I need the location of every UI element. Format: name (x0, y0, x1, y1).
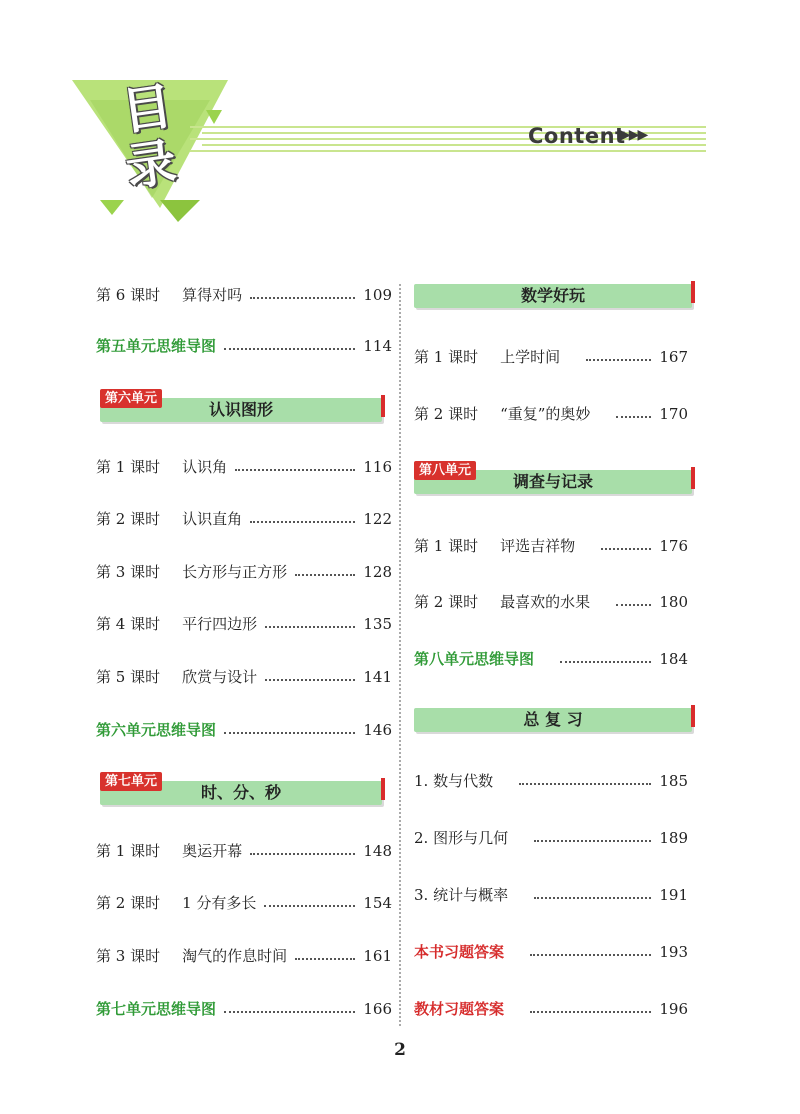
toc-entry[interactable] (96, 998, 392, 1020)
leader-dots (224, 1011, 355, 1013)
lesson-number: 第 2 课时 (414, 405, 479, 423)
page-number: 170 (659, 405, 688, 423)
entry-title: 认识直角 (182, 510, 243, 528)
toc-entry[interactable] (414, 346, 688, 368)
leader-dots (250, 853, 355, 855)
lesson-number: 第 3 课时 (96, 563, 161, 581)
toc-entry[interactable] (414, 648, 688, 670)
page-number: 166 (363, 1000, 392, 1018)
unit-tag: 第八单元 (414, 461, 476, 480)
entry-title: 评选吉祥物 (500, 537, 576, 555)
entry-title: 认识角 (182, 458, 228, 476)
small-triangle-left (100, 200, 124, 215)
leader-dots (265, 679, 355, 681)
lesson-number: 第 3 课时 (96, 947, 161, 965)
toc-entry[interactable] (414, 591, 688, 613)
page-number: 189 (659, 829, 688, 847)
section-title: 时、分、秒 (200, 783, 281, 802)
section-header-review (414, 708, 692, 732)
toc-entry[interactable] (414, 535, 688, 557)
toc-entry[interactable] (96, 561, 392, 583)
entry-title: 上学时间 (500, 348, 561, 366)
toc-entry[interactable] (414, 827, 688, 849)
entry-title: 教材习题答案 (414, 1000, 505, 1018)
page-number: 193 (659, 943, 688, 961)
page-number: 114 (363, 337, 392, 355)
entry-title: 奥运开幕 (182, 842, 243, 860)
page-number: 146 (363, 721, 392, 739)
page-number: 196 (659, 1000, 688, 1018)
leader-dots (265, 626, 355, 628)
leader-dots (295, 958, 355, 960)
toc-entry[interactable] (96, 456, 392, 478)
leader-dots (560, 661, 651, 663)
lesson-number: 第 2 课时 (414, 593, 479, 611)
toc-entry[interactable] (96, 719, 392, 741)
toc-entry[interactable] (96, 613, 392, 635)
leader-dots (534, 897, 651, 899)
lesson-number: 第 1 课时 (414, 537, 479, 555)
page-number: 109 (363, 286, 392, 304)
entry-title: 本书习题答案 (414, 943, 505, 961)
toc-entry[interactable] (96, 892, 392, 914)
leader-dots (601, 548, 651, 550)
arrow-icons: ▶▶▶ (620, 127, 647, 143)
section-header-math-fun (414, 284, 692, 308)
page-number: 122 (363, 510, 392, 528)
toc-entry[interactable] (414, 403, 688, 425)
leader-dots (250, 297, 355, 299)
leader-dots (616, 604, 651, 606)
entry-title: 最喜欢的水果 (500, 593, 591, 611)
page-number: 141 (363, 668, 392, 686)
leader-dots (519, 783, 651, 785)
lesson-number: 第 5 课时 (96, 668, 161, 686)
entry-title: “重复”的奥妙 (500, 405, 591, 423)
page-number: 148 (363, 842, 392, 860)
leader-dots (224, 348, 355, 350)
page-number: 180 (659, 593, 688, 611)
toc-entry[interactable] (96, 840, 392, 862)
leader-dots (534, 840, 651, 842)
section-title: 总 复 习 (523, 710, 583, 729)
lesson-number: 第 2 课时 (96, 510, 161, 528)
entry-title: 第七单元思维导图 (96, 1000, 217, 1018)
page-number: 161 (363, 947, 392, 965)
toc-entry[interactable] (96, 284, 392, 306)
unit-tag: 第七单元 (100, 772, 162, 791)
leader-dots (616, 416, 651, 418)
entry-title: 第六单元思维导图 (96, 721, 217, 739)
page-number: 176 (659, 537, 688, 555)
leader-dots (530, 1011, 651, 1013)
page-number: 154 (363, 894, 392, 912)
leader-dots (295, 574, 355, 576)
entry-title: 1. 数与代数 (414, 772, 494, 790)
page-number: 167 (659, 348, 688, 366)
column-divider (399, 284, 401, 1026)
lesson-number: 第 6 课时 (96, 286, 161, 304)
toc-entry[interactable] (96, 666, 392, 688)
toc-entry[interactable] (414, 941, 688, 963)
toc-entry[interactable] (414, 884, 688, 906)
toc-entry[interactable] (96, 508, 392, 530)
leader-dots (530, 954, 651, 956)
section-title: 调查与记录 (512, 472, 593, 491)
lesson-number: 第 1 课时 (414, 348, 479, 366)
title-char-2: 录 (122, 132, 180, 198)
page-number: 135 (363, 615, 392, 633)
toc-entry[interactable] (414, 998, 688, 1020)
toc-entry[interactable] (96, 945, 392, 967)
entry-title: 算得对吗 (182, 286, 243, 304)
small-triangle-bottom (160, 200, 200, 222)
page-number: 185 (659, 772, 688, 790)
page-number: 116 (363, 458, 392, 476)
entry-title: 3. 统计与概率 (414, 886, 509, 904)
leader-dots (264, 905, 355, 907)
lesson-number: 第 2 课时 (96, 894, 161, 912)
entry-title: 欣赏与设计 (182, 668, 258, 686)
leader-dots (224, 732, 355, 734)
entry-title: 平行四边形 (182, 615, 258, 633)
title-char-1: 目 (118, 76, 176, 142)
entry-title: 1 分有多长 (182, 894, 257, 912)
small-triangle-right (206, 110, 222, 124)
entry-title: 第五单元思维导图 (96, 337, 217, 355)
page-number: 184 (659, 650, 688, 668)
section-title: 数学好玩 (520, 286, 585, 305)
lesson-number: 第 4 课时 (96, 615, 161, 633)
page-number: 191 (659, 886, 688, 904)
toc-entry[interactable] (414, 770, 688, 792)
entry-title: 第八单元思维导图 (414, 650, 535, 668)
entry-title: 淘气的作息时间 (182, 947, 288, 965)
toc-entry[interactable] (96, 335, 392, 357)
leader-dots (235, 469, 355, 471)
leader-dots (250, 521, 355, 523)
lesson-number: 第 1 课时 (96, 842, 161, 860)
content-label: Content (528, 124, 626, 148)
lesson-number: 第 1 课时 (96, 458, 161, 476)
unit-tag: 第六单元 (100, 389, 162, 408)
page-number-footer: 2 (394, 1040, 406, 1060)
section-title: 认识图形 (208, 400, 273, 419)
leader-dots (586, 359, 651, 361)
entry-title: 长方形与正方形 (182, 563, 288, 581)
entry-title: 2. 图形与几何 (414, 829, 509, 847)
page-number: 128 (363, 563, 392, 581)
